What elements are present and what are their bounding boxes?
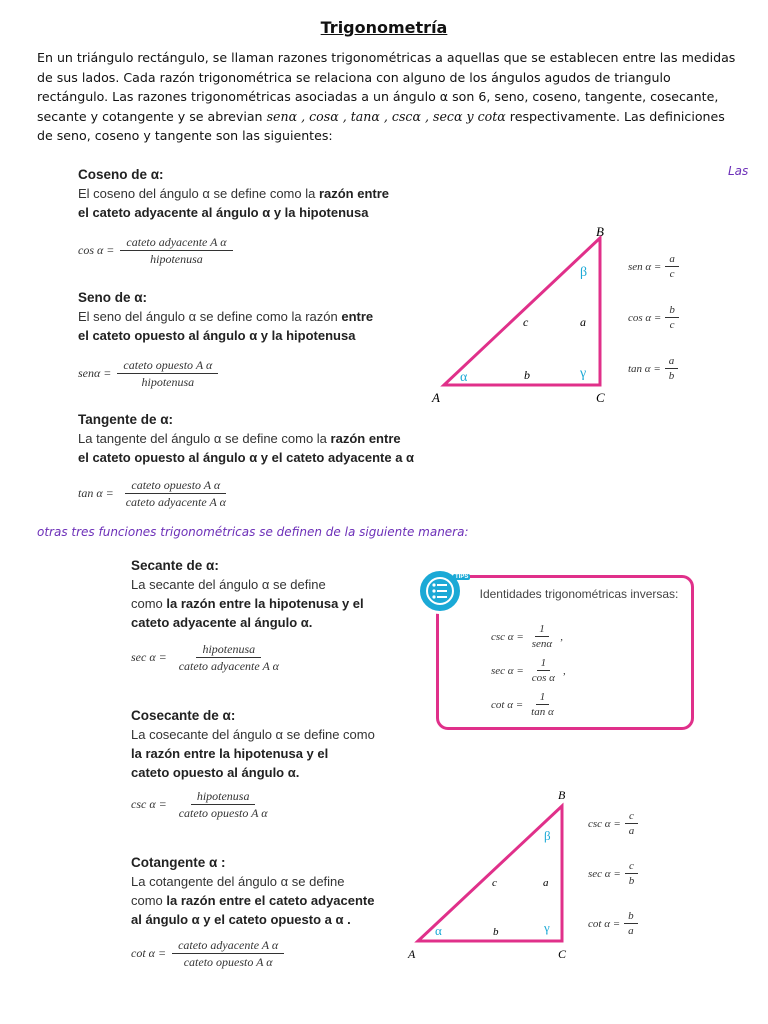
tips-sec-den: cos α: [531, 672, 555, 684]
tips-csc-num: 1: [535, 622, 549, 637]
cotangente-denominator: cateto opuesto A α: [183, 955, 273, 969]
vertex-a-label: A: [432, 390, 440, 402]
ratio-sen: [628, 252, 679, 281]
ratio-cos: [628, 303, 679, 332]
ratio-sec: [588, 859, 638, 888]
tangente-text: La tangente del ángulo α se define como la: [78, 431, 331, 446]
ratio-cot-lhs: cot α =: [588, 917, 621, 930]
secante-formula: [131, 641, 285, 674]
ratio-cos-lhs: cos α =: [628, 311, 662, 324]
cosecante-definition: [131, 706, 375, 782]
coseno-bold-1: razón entre: [318, 186, 390, 201]
angle-gamma-label: γ: [580, 366, 587, 381]
tangente-formula: [78, 477, 232, 510]
side-a-label-2: a: [543, 877, 549, 889]
cosecante-formula: [131, 788, 274, 821]
ratio-sen-den: c: [669, 268, 675, 280]
tips-box: [436, 575, 694, 730]
seno-denominator: hipotenusa: [141, 375, 195, 389]
cosecante-lhs: csc α =: [131, 797, 167, 811]
cosecante-bold-1: la razón entre la hipotenusa y el: [131, 746, 329, 761]
tips-csc-lhs: csc α =: [491, 630, 524, 643]
secante-denominator: cateto adyacente A α: [178, 659, 279, 673]
cotangente-text: La cotangente del ángulo α se define: [131, 874, 345, 889]
tips-csc-punct: ,: [560, 630, 563, 643]
vertex-b-label-2: B: [558, 788, 566, 802]
triangle-2-shape: [418, 806, 562, 941]
secante-lhs: sec α =: [131, 650, 167, 664]
tips-row-csc: [491, 622, 563, 651]
secante-bold-1: la razón entre la hipotenusa y el: [166, 596, 364, 611]
cosecante-numerator: hipotenusa: [191, 788, 256, 805]
tangente-definition: [78, 410, 414, 467]
secante-bold-2: cateto adyacente al ángulo α.: [131, 615, 313, 630]
tips-csc-den: senα: [531, 638, 553, 650]
seno-lhs: senα =: [78, 366, 112, 380]
side-b-label: b: [524, 368, 530, 382]
ratio-tan: [628, 354, 678, 383]
tangente-numerator: cateto opuesto A α: [125, 477, 226, 494]
ratio-cos-num: b: [665, 303, 679, 318]
coseno-heading: Coseno de α:: [78, 167, 164, 182]
side-c-label: c: [523, 315, 529, 329]
tips-badge: TIPS: [455, 574, 469, 580]
tips-cot-lhs: cot α =: [491, 698, 524, 711]
angle-alpha-label: α: [460, 370, 468, 385]
ratio-csc-den: a: [628, 825, 635, 837]
ratio-sen-num: a: [665, 252, 679, 267]
ratio-tan-num: a: [665, 354, 679, 369]
coseno-text: El coseno del ángulo α se define como la: [78, 186, 319, 201]
side-a-label: a: [580, 315, 586, 329]
tangente-heading: Tangente de α:: [78, 412, 174, 427]
ratio-cot-den: a: [628, 925, 634, 937]
tangente-lhs: tan α =: [78, 486, 114, 500]
cotangente-definition: [131, 853, 375, 929]
page-title: Trigonometría: [320, 18, 448, 37]
vertex-c-label: C: [596, 390, 605, 402]
secante-numerator: hipotenusa: [196, 641, 261, 658]
ratio-sec-den: b: [628, 875, 635, 887]
seno-text: El seno del ángulo α se define como la razón: [78, 309, 342, 324]
seno-bold-1: entre: [341, 309, 374, 324]
side-b-label-2: b: [493, 926, 499, 938]
ratio-csc: [588, 809, 638, 838]
tips-cot-den: tan α: [531, 706, 554, 718]
ratio-csc-lhs: csc α =: [588, 817, 621, 830]
angle-beta-label: β: [580, 265, 588, 280]
cotangente-heading: Cotangente α :: [131, 855, 226, 870]
tips-title: Identidades trigonométricas inversas:: [479, 587, 679, 601]
coseno-bold-2: el cateto adyacente al ángulo α y la hipotenusa: [78, 205, 369, 220]
cosecante-denominator: cateto opuesto A α: [178, 806, 268, 820]
vertex-b-label: B: [596, 224, 604, 239]
seno-heading: Seno de α:: [78, 290, 148, 305]
ratio-cot-num: b: [624, 909, 638, 924]
angle-alpha-label-2: α: [435, 923, 442, 938]
intro-line-3: trigonométricas asociadas a un ángulo α son 6, seno, coseno, tangente, cosecante, secante y cotangente y se abrevian: [37, 89, 719, 124]
ratio-cos-den: c: [669, 319, 675, 331]
cotangente-bold-2: al ángulo α y el cateto opuesto a α .: [131, 912, 351, 927]
angle-beta-label-2: β: [544, 828, 551, 843]
coseno-lhs: cos α =: [78, 243, 115, 257]
secante-text-2: como: [131, 596, 167, 611]
tips-row-sec: [491, 656, 566, 685]
tips-row-cot: [491, 690, 558, 719]
ratio-csc-num: c: [625, 809, 638, 824]
tips-sec-num: 1: [537, 656, 551, 671]
tangente-bold-2: el cateto opuesto al ángulo α y el cateto adyacente a α: [78, 450, 415, 465]
cosecante-bold-2: cateto opuesto al ángulo α.: [131, 765, 300, 780]
seno-formula: [78, 357, 218, 390]
right-triangle-diagram-2: [404, 786, 579, 966]
cosecante-heading: Cosecante de α:: [131, 708, 236, 723]
triangle-1-shape: [444, 238, 600, 385]
ratio-tan-den: b: [668, 370, 675, 382]
seno-numerator: cateto opuesto A α: [117, 357, 218, 374]
ratio-cot: [588, 909, 638, 938]
ratio-sec-num: c: [625, 859, 638, 874]
tips-sec-punct: ,: [562, 664, 566, 677]
intro-line-1: En un triángulo rectángulo, se llaman razones trigonométricas a aquellas que se establecen entre las medidas de sus lados.: [37, 50, 736, 85]
seno-bold-2: el cateto opuesto al ángulo α y la hipotenusa: [78, 328, 356, 343]
coseno-numerator: cateto adyacente A α: [120, 234, 232, 251]
secante-definition: [131, 556, 364, 632]
angle-gamma-label-2: γ: [544, 920, 550, 935]
coseno-definition: [78, 165, 389, 222]
vertex-a-label-2: A: [408, 947, 416, 961]
intro-paragraph: [37, 48, 743, 146]
cosecante-text: La cosecante del ángulo α se define como: [131, 727, 375, 742]
otras-funciones-text: otras tres funciones trigonométricas se definen de la siguiente manera:: [37, 525, 469, 539]
secante-heading: Secante de α:: [131, 558, 219, 573]
cotangente-bold-1: la razón entre el cateto adyacente: [166, 893, 375, 908]
ratio-sen-lhs: sen α =: [628, 260, 662, 273]
cotangente-numerator: cateto adyacente A α: [172, 937, 284, 954]
continuation-text-las: Las: [728, 164, 749, 178]
tangente-denominator: cateto adyacente A α: [125, 495, 226, 509]
ratio-sec-lhs: sec α =: [588, 867, 621, 880]
secante-text: La secante del ángulo α se define: [131, 577, 326, 592]
tangente-bold-1: razón entre: [330, 431, 401, 446]
intro-line-2: Cada razón trigonométrica se relaciona con alguno de los ángulos agudos de triangulo rectángulo. Las razones: [37, 69, 671, 104]
tips-cot-num: 1: [536, 690, 550, 705]
cotangente-lhs: cot α =: [131, 946, 167, 960]
intro-abbreviations: senα , cosα , tanα , cscα , secα y cotα: [266, 108, 506, 124]
coseno-formula: [78, 234, 233, 267]
vertex-c-label-2: C: [558, 947, 567, 961]
right-triangle-diagram-1: [428, 222, 628, 402]
seno-definition: [78, 288, 373, 345]
coseno-denominator: hipotenusa: [150, 252, 203, 266]
ratio-tan-lhs: tan α =: [628, 362, 661, 375]
tips-sec-lhs: sec α =: [491, 664, 524, 677]
side-c-label-2: c: [492, 877, 497, 889]
cotangente-text-2: como: [131, 893, 167, 908]
intro-line-4: respectivamente. Las definiciones de seno, coseno y tangente son las siguientes:: [37, 108, 725, 143]
cotangente-formula: [131, 937, 284, 970]
